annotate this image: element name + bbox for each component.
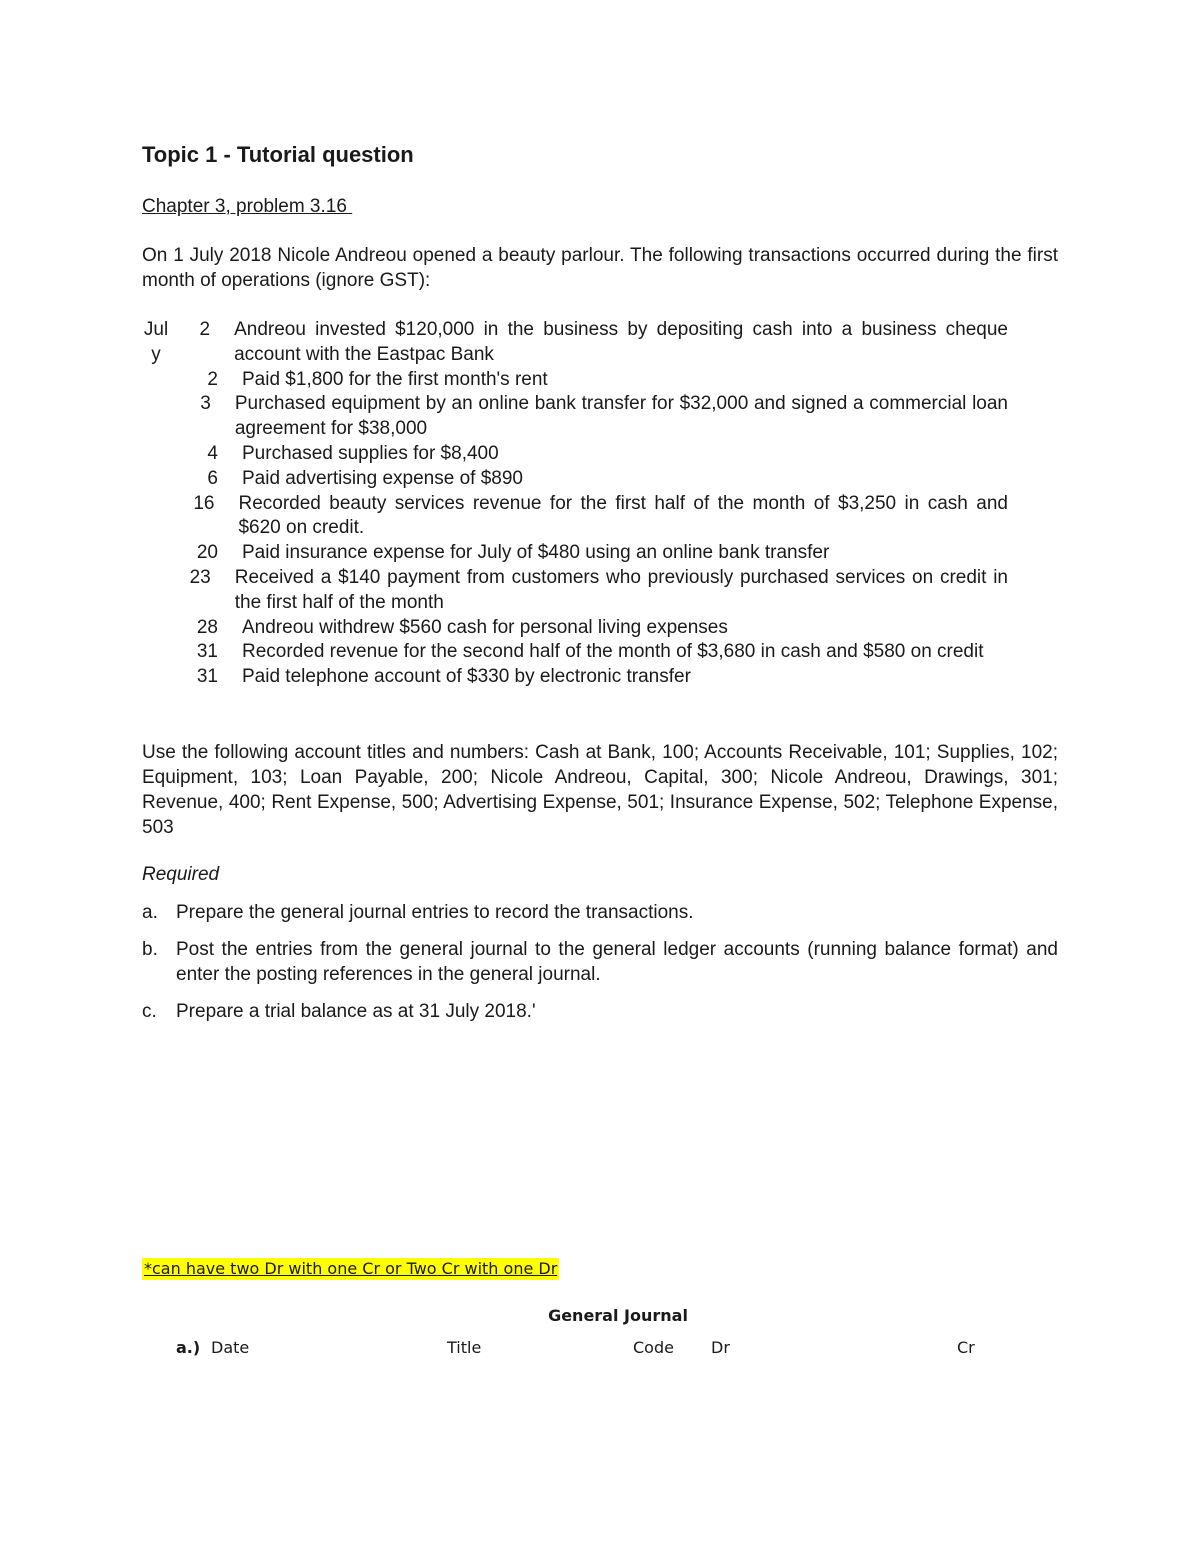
transaction-day: 4 bbox=[207, 442, 218, 464]
transaction-row bbox=[142, 640, 1008, 665]
transaction-day: 31 bbox=[196, 641, 218, 663]
required-text: Prepare a trial balance as at 31 July 2018.' bbox=[176, 1001, 536, 1022]
account-titles-paragraph: Use the following account titles and numbers: Cash at Bank, 100; Accounts Receivable, 101; Supplies, 102; Equipment, 103; Loan Payable, 200; Nicole Andreou, Capital, 300; Nicole Andreou, Drawings, 301; Revenue, 400; Rent Expense, 500; Advertising Expense, 501; Insurance Expense, 502; Telephone Expense, 503 bbox=[142, 742, 1058, 838]
required-text: Post the entries from the general journal to the general ledger accounts (running balance format) and enter the posting references in the general journal. bbox=[176, 939, 1058, 985]
required-letter: c. bbox=[142, 1001, 157, 1022]
journal-column-title: Title bbox=[447, 1338, 482, 1357]
month-line-2: y bbox=[151, 343, 161, 365]
transaction-text: Paid telephone account of $330 by electronic transfer bbox=[242, 666, 691, 688]
general-journal-title: General Journal bbox=[548, 1306, 688, 1325]
transaction-day: 31 bbox=[196, 666, 218, 688]
transaction-day: 2 bbox=[199, 319, 211, 340]
highlighted-note: *can have two Dr with one Cr or Two Cr with one Dr bbox=[144, 1259, 558, 1278]
journal-part-label: a.) bbox=[176, 1338, 201, 1357]
transaction-text: Recorded beauty services revenue for the first half of the month of $3,250 in cash and $620 on credit. bbox=[238, 492, 1008, 539]
page-title: Topic 1 - Tutorial question bbox=[142, 142, 414, 167]
transaction-row bbox=[142, 665, 1008, 690]
transaction-row bbox=[142, 442, 1008, 467]
transaction-row bbox=[142, 616, 1008, 641]
transaction-day: 2 bbox=[207, 368, 218, 390]
required-list bbox=[142, 900, 1058, 1036]
transaction-month bbox=[142, 318, 170, 368]
transaction-text: Paid insurance expense for July of $480 using an online bank transfer bbox=[242, 542, 830, 564]
required-text: Prepare the general journal entries to record the transactions. bbox=[176, 902, 694, 923]
transaction-text: Purchased supplies for $8,400 bbox=[242, 442, 499, 464]
required-heading: Required bbox=[142, 864, 220, 885]
transaction-text: Paid $1,800 for the first month's rent bbox=[242, 368, 548, 390]
transaction-text: Andreou withdrew $560 cash for personal living expenses bbox=[242, 616, 728, 638]
transaction-day: 3 bbox=[200, 393, 211, 415]
transaction-row bbox=[142, 467, 1008, 492]
required-item bbox=[142, 999, 1058, 1024]
required-letter: b. bbox=[142, 939, 158, 960]
transaction-text: Purchased equipment by an online bank transfer for $32,000 and signed a commercial loan agreement for $38,000 bbox=[234, 393, 1008, 440]
journal-column-cr: Cr bbox=[957, 1338, 975, 1357]
journal-column-code: Code bbox=[633, 1338, 674, 1357]
transaction-row bbox=[142, 566, 1008, 616]
required-item bbox=[142, 900, 1058, 925]
transaction-list bbox=[142, 318, 1008, 690]
transaction-day: 28 bbox=[196, 616, 218, 638]
month-line-1: Jul bbox=[143, 319, 169, 340]
transaction-row bbox=[142, 541, 1008, 566]
required-item bbox=[142, 937, 1058, 987]
transaction-text: Andreou invested $120,000 in the business by depositing cash into a business cheque account with the Eastpac Bank bbox=[234, 319, 1008, 365]
transaction-day: 16 bbox=[193, 492, 215, 514]
journal-column-dr: Dr bbox=[711, 1338, 730, 1357]
required-letter: a. bbox=[142, 902, 158, 923]
intro-paragraph: On 1 July 2018 Nicole Andreou opened a beauty parlour. The following transactions occurred during the first month of operations (ignore GST): bbox=[142, 245, 1058, 291]
transaction-text: Recorded revenue for the second half of the month of $3,680 in cash and $580 on credit bbox=[242, 641, 984, 663]
transaction-day: 20 bbox=[196, 542, 218, 564]
journal-column-date: Date bbox=[211, 1338, 250, 1357]
transaction-text: Paid advertising expense of $890 bbox=[242, 467, 523, 489]
transaction-row bbox=[142, 318, 1008, 368]
transaction-day: 6 bbox=[207, 467, 218, 489]
transaction-row bbox=[142, 492, 1008, 542]
transaction-row bbox=[142, 392, 1008, 442]
transaction-day: 23 bbox=[189, 566, 211, 588]
transaction-row bbox=[142, 368, 1008, 393]
transaction-text: Received a $140 payment from customers who previously purchased services on credit in the first half of the month bbox=[234, 566, 1008, 613]
chapter-reference: Chapter 3, problem 3.16 bbox=[142, 196, 353, 217]
